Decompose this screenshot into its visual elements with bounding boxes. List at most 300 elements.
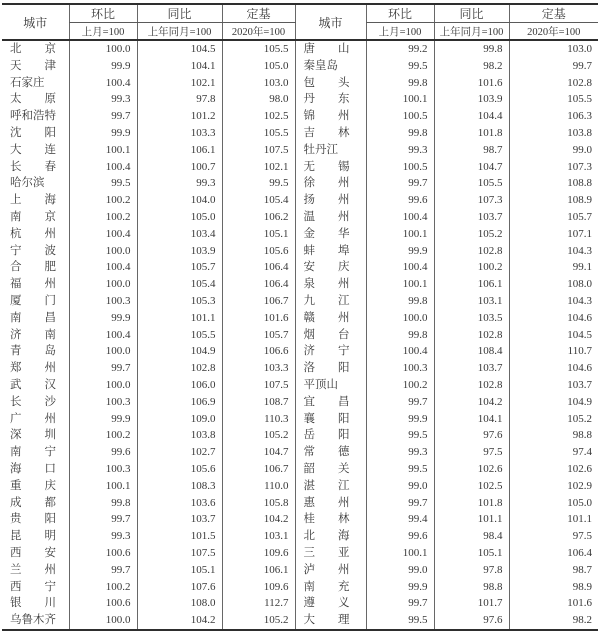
- table-row: [2, 579, 598, 596]
- value-cell-fixedbase: 110.0: [222, 478, 295, 495]
- value-cell-mom: 99.2: [366, 40, 434, 58]
- city-cell: 安 庆: [295, 259, 366, 276]
- city-cell: 南 宁: [10, 446, 56, 459]
- value-cell-yoy: 104.5: [137, 40, 222, 58]
- table-row: [2, 444, 598, 461]
- city-cell: 昆 明: [10, 530, 56, 543]
- value-cell-yoy: 105.1: [434, 545, 509, 562]
- value-cell-mom: 99.6: [366, 528, 434, 545]
- value-cell-yoy: 100.7: [137, 159, 222, 176]
- value-cell-fixedbase: 105.0: [509, 495, 598, 512]
- header-row-groups: [2, 4, 598, 23]
- value-cell-yoy: 107.6: [137, 579, 222, 596]
- value-cell-yoy: 103.3: [137, 125, 222, 142]
- value-cell-yoy: 99.8: [434, 40, 509, 58]
- table-row: [2, 192, 598, 209]
- value-cell-fixedbase: 107.3: [509, 159, 598, 176]
- value-cell-fixedbase: 104.7: [222, 444, 295, 461]
- city-cell: 岳 阳: [295, 427, 366, 444]
- table-row: [2, 159, 598, 176]
- value-cell-mom: 100.1: [366, 226, 434, 243]
- value-cell-fixedbase: 99.7: [509, 58, 598, 75]
- table-row: [2, 40, 598, 58]
- value-cell-yoy: 101.6: [434, 75, 509, 92]
- value-cell-yoy: 101.1: [137, 310, 222, 327]
- value-cell-fixedbase: 104.2: [222, 511, 295, 528]
- value-cell-mom: 100.4: [366, 209, 434, 226]
- value-cell-mom: 99.9: [366, 243, 434, 260]
- value-cell-mom: 100.2: [366, 377, 434, 394]
- value-cell-yoy: 97.6: [434, 612, 509, 630]
- value-cell-fixedbase: 97.5: [509, 528, 598, 545]
- city-cell: 韶 关: [295, 461, 366, 478]
- table-row: [2, 545, 598, 562]
- value-cell-mom: 99.0: [366, 478, 434, 495]
- value-cell-mom: 99.7: [366, 394, 434, 411]
- value-cell-yoy: 102.5: [434, 478, 509, 495]
- city-cell: 泸 州: [295, 562, 366, 579]
- value-cell-mom: 99.8: [366, 125, 434, 142]
- value-cell-mom: 100.3: [69, 293, 137, 310]
- value-cell-yoy: 104.2: [137, 612, 222, 630]
- value-cell-fixedbase: 102.1: [222, 159, 295, 176]
- value-cell-fixedbase: 102.8: [509, 75, 598, 92]
- value-cell-mom: 99.7: [69, 562, 137, 579]
- value-cell-mom: 99.5: [366, 612, 434, 630]
- value-cell-mom: 99.9: [366, 411, 434, 428]
- value-cell-yoy: 102.8: [434, 243, 509, 260]
- value-cell-yoy: 102.8: [137, 360, 222, 377]
- value-cell-mom: 99.3: [366, 444, 434, 461]
- header-city-left: 城市: [2, 4, 69, 40]
- value-cell-mom: 99.3: [366, 142, 434, 159]
- value-cell-mom: 100.1: [366, 276, 434, 293]
- value-cell-yoy: 103.9: [137, 243, 222, 260]
- header-yoy-left: 同比: [137, 4, 222, 23]
- city-cell: 南 充: [295, 579, 366, 596]
- city-cell: 乌鲁木齐: [10, 614, 56, 627]
- value-cell-fixedbase: 105.8: [222, 495, 295, 512]
- value-cell-yoy: 104.4: [434, 108, 509, 125]
- value-cell-fixedbase: 106.6: [222, 343, 295, 360]
- city-cell: 襄 阳: [295, 411, 366, 428]
- city-cell: 九 江: [295, 293, 366, 310]
- city-cell: 温 州: [295, 209, 366, 226]
- value-cell-fixedbase: 102.5: [222, 108, 295, 125]
- value-cell-fixedbase: 106.4: [509, 545, 598, 562]
- city-cell: 成 都: [10, 496, 56, 509]
- city-cell: 长 春: [10, 160, 56, 173]
- value-cell-yoy: 104.1: [434, 411, 509, 428]
- city-cell: 呼和浩特: [10, 110, 56, 123]
- table-row: [2, 427, 598, 444]
- city-cell: 三 亚: [295, 545, 366, 562]
- table-header: [2, 4, 598, 40]
- value-cell-yoy: 101.5: [137, 528, 222, 545]
- city-cell: 沈 阳: [10, 126, 56, 139]
- city-cell: 西 宁: [10, 580, 56, 593]
- value-cell-mom: 99.9: [69, 125, 137, 142]
- table-row: [2, 411, 598, 428]
- value-cell-fixedbase: 104.6: [509, 360, 598, 377]
- value-cell-yoy: 104.7: [434, 159, 509, 176]
- table-row: [2, 528, 598, 545]
- city-cell: 遵 义: [295, 595, 366, 612]
- value-cell-yoy: 103.7: [137, 511, 222, 528]
- value-cell-yoy: 97.6: [434, 427, 509, 444]
- table-row: [2, 226, 598, 243]
- value-cell-fixedbase: 108.0: [509, 276, 598, 293]
- value-cell-yoy: 101.7: [434, 595, 509, 612]
- city-cell: 银 川: [10, 597, 56, 610]
- value-cell-fixedbase: 104.3: [509, 243, 598, 260]
- table-row: [2, 243, 598, 260]
- subheader-yoy-base-left: 上年同月=100: [137, 23, 222, 41]
- value-cell-yoy: 105.3: [137, 293, 222, 310]
- table-row: [2, 595, 598, 612]
- value-cell-yoy: 98.2: [434, 58, 509, 75]
- value-cell-fixedbase: 104.5: [509, 327, 598, 344]
- value-cell-yoy: 106.9: [137, 394, 222, 411]
- value-cell-yoy: 105.5: [137, 327, 222, 344]
- value-cell-fixedbase: 97.4: [509, 444, 598, 461]
- table-row: [2, 461, 598, 478]
- value-cell-fixedbase: 106.3: [509, 108, 598, 125]
- city-cell: 长 沙: [10, 395, 56, 408]
- city-cell: 上 海: [10, 194, 56, 207]
- value-cell-mom: 100.3: [69, 461, 137, 478]
- value-cell-fixedbase: 105.5: [222, 125, 295, 142]
- value-cell-yoy: 102.1: [137, 75, 222, 92]
- city-cell: 厦 门: [10, 294, 56, 307]
- value-cell-fixedbase: 108.7: [222, 394, 295, 411]
- city-cell: 武 汉: [10, 378, 56, 391]
- city-cell: 青 岛: [10, 345, 56, 358]
- value-cell-yoy: 105.5: [434, 175, 509, 192]
- value-cell-fixedbase: 106.2: [222, 209, 295, 226]
- city-cell: 深 圳: [10, 429, 56, 442]
- value-cell-mom: 100.2: [69, 427, 137, 444]
- value-cell-fixedbase: 105.2: [509, 411, 598, 428]
- value-cell-yoy: 101.8: [434, 125, 509, 142]
- table-row: [2, 91, 598, 108]
- value-cell-yoy: 103.1: [434, 293, 509, 310]
- table-row: [2, 175, 598, 192]
- city-cell: 扬 州: [295, 192, 366, 209]
- city-cell: 湛 江: [295, 478, 366, 495]
- value-cell-yoy: 102.8: [434, 327, 509, 344]
- table-row: [2, 310, 598, 327]
- city-cell: 太 原: [10, 93, 56, 106]
- value-cell-mom: 100.2: [69, 209, 137, 226]
- value-cell-yoy: 108.0: [137, 595, 222, 612]
- header-city-right: 城市: [295, 4, 366, 40]
- value-cell-mom: 100.4: [69, 327, 137, 344]
- value-cell-mom: 100.3: [366, 360, 434, 377]
- city-cell: 重 庆: [10, 479, 56, 492]
- value-cell-fixedbase: 110.7: [509, 343, 598, 360]
- city-cell: 郑 州: [10, 362, 56, 375]
- value-cell-mom: 99.8: [366, 75, 434, 92]
- value-cell-fixedbase: 105.5: [222, 40, 295, 58]
- value-cell-yoy: 109.0: [137, 411, 222, 428]
- value-cell-yoy: 104.2: [434, 394, 509, 411]
- city-cell: 石家庄: [10, 76, 45, 89]
- value-cell-fixedbase: 105.6: [222, 243, 295, 260]
- city-cell: 合 肥: [10, 261, 56, 274]
- value-cell-fixedbase: 110.3: [222, 411, 295, 428]
- value-cell-fixedbase: 106.7: [222, 461, 295, 478]
- value-cell-mom: 99.7: [69, 360, 137, 377]
- value-cell-mom: 99.7: [366, 175, 434, 192]
- value-cell-fixedbase: 108.9: [509, 192, 598, 209]
- value-cell-fixedbase: 101.6: [222, 310, 295, 327]
- city-cell: 洛 阳: [295, 360, 366, 377]
- value-cell-yoy: 105.2: [434, 226, 509, 243]
- value-cell-fixedbase: 104.3: [509, 293, 598, 310]
- value-cell-fixedbase: 98.8: [509, 427, 598, 444]
- value-cell-fixedbase: 103.0: [509, 40, 598, 58]
- value-cell-fixedbase: 108.8: [509, 175, 598, 192]
- value-cell-mom: 100.4: [69, 226, 137, 243]
- city-cell: 大 连: [10, 143, 56, 156]
- table-row: [2, 495, 598, 512]
- city-cell: 杭 州: [10, 227, 56, 240]
- value-cell-mom: 99.7: [69, 511, 137, 528]
- value-cell-fixedbase: 107.5: [222, 377, 295, 394]
- value-cell-mom: 100.4: [69, 159, 137, 176]
- value-cell-fixedbase: 103.7: [509, 377, 598, 394]
- city-cell: 南 昌: [10, 311, 56, 324]
- value-cell-yoy: 108.3: [137, 478, 222, 495]
- value-cell-fixedbase: 99.0: [509, 142, 598, 159]
- city-cell: 赣 州: [295, 310, 366, 327]
- header-fixedbase-right: 定基: [509, 4, 598, 23]
- city-cell: 惠 州: [295, 495, 366, 512]
- city-cell: 丹 东: [295, 91, 366, 108]
- value-cell-mom: 99.8: [69, 495, 137, 512]
- city-cell: 牡丹江: [295, 142, 366, 159]
- table-row: [2, 360, 598, 377]
- value-cell-fixedbase: 98.0: [222, 91, 295, 108]
- city-cell: 秦皇岛: [295, 58, 366, 75]
- value-cell-mom: 99.0: [366, 562, 434, 579]
- value-cell-mom: 100.0: [69, 377, 137, 394]
- subheader-yoy-base-right: 上年同月=100: [434, 23, 509, 41]
- subheader-fixedbase-base-left: 2020年=100: [222, 23, 295, 41]
- table-row: [2, 511, 598, 528]
- table-body: [2, 40, 598, 630]
- city-cell: 桂 林: [295, 511, 366, 528]
- value-cell-fixedbase: 106.4: [222, 276, 295, 293]
- value-cell-yoy: 103.4: [137, 226, 222, 243]
- city-cell: 无 锡: [295, 159, 366, 176]
- city-cell: 常 德: [295, 444, 366, 461]
- value-cell-mom: 100.5: [366, 159, 434, 176]
- value-cell-fixedbase: 98.9: [509, 579, 598, 596]
- value-cell-yoy: 105.6: [137, 461, 222, 478]
- value-cell-yoy: 102.6: [434, 461, 509, 478]
- header-mom-left: 环比: [69, 4, 137, 23]
- city-cell: 济 南: [10, 328, 56, 341]
- table-row: [2, 58, 598, 75]
- value-cell-mom: 100.1: [366, 545, 434, 562]
- value-cell-mom: 100.0: [69, 276, 137, 293]
- value-cell-fixedbase: 109.6: [222, 545, 295, 562]
- value-cell-fixedbase: 105.7: [222, 327, 295, 344]
- value-cell-yoy: 98.8: [434, 579, 509, 596]
- value-cell-yoy: 105.4: [137, 276, 222, 293]
- value-cell-fixedbase: 109.6: [222, 579, 295, 596]
- table-row: [2, 125, 598, 142]
- value-cell-yoy: 103.8: [137, 427, 222, 444]
- value-cell-mom: 99.9: [366, 579, 434, 596]
- value-cell-fixedbase: 107.5: [222, 142, 295, 159]
- value-cell-mom: 100.5: [366, 108, 434, 125]
- table-row: [2, 327, 598, 344]
- city-cell: 天 津: [10, 59, 56, 72]
- value-cell-mom: 100.4: [366, 259, 434, 276]
- value-cell-fixedbase: 107.1: [509, 226, 598, 243]
- value-cell-yoy: 103.7: [434, 360, 509, 377]
- value-cell-yoy: 107.5: [137, 545, 222, 562]
- value-cell-mom: 100.1: [69, 142, 137, 159]
- value-cell-fixedbase: 104.9: [509, 394, 598, 411]
- value-cell-mom: 99.3: [69, 91, 137, 108]
- city-cell: 大 理: [295, 612, 366, 630]
- value-cell-fixedbase: 105.7: [509, 209, 598, 226]
- value-cell-fixedbase: 102.6: [509, 461, 598, 478]
- value-cell-fixedbase: 99.1: [509, 259, 598, 276]
- value-cell-mom: 100.4: [366, 343, 434, 360]
- value-cell-yoy: 104.0: [137, 192, 222, 209]
- table-row: [2, 293, 598, 310]
- table-row: [2, 343, 598, 360]
- value-cell-fixedbase: 106.7: [222, 293, 295, 310]
- header-mom-right: 环比: [366, 4, 434, 23]
- value-cell-fixedbase: 102.9: [509, 478, 598, 495]
- value-cell-yoy: 98.4: [434, 528, 509, 545]
- table-row: [2, 108, 598, 125]
- value-cell-yoy: 102.7: [137, 444, 222, 461]
- value-cell-yoy: 103.6: [137, 495, 222, 512]
- value-cell-yoy: 103.9: [434, 91, 509, 108]
- city-cell: 兰 州: [10, 563, 56, 576]
- city-cell: 包 头: [295, 75, 366, 92]
- value-cell-mom: 99.7: [69, 108, 137, 125]
- city-cell: 宜 昌: [295, 394, 366, 411]
- value-cell-yoy: 106.0: [137, 377, 222, 394]
- value-cell-mom: 100.3: [69, 394, 137, 411]
- value-cell-mom: 100.2: [69, 579, 137, 596]
- value-cell-mom: 99.7: [366, 595, 434, 612]
- city-cell: 北 海: [295, 528, 366, 545]
- value-cell-yoy: 102.8: [434, 377, 509, 394]
- value-cell-fixedbase: 103.1: [222, 528, 295, 545]
- value-cell-fixedbase: 105.1: [222, 226, 295, 243]
- value-cell-yoy: 104.9: [137, 343, 222, 360]
- value-cell-fixedbase: 101.6: [509, 595, 598, 612]
- value-cell-mom: 99.5: [69, 175, 137, 192]
- value-cell-mom: 99.4: [366, 511, 434, 528]
- value-cell-fixedbase: 104.6: [509, 310, 598, 327]
- table-row: [2, 377, 598, 394]
- value-cell-fixedbase: 105.2: [222, 612, 295, 630]
- subheader-fixedbase-base-right: 2020年=100: [509, 23, 598, 41]
- city-cell: 海 口: [10, 462, 56, 475]
- value-cell-fixedbase: 103.3: [222, 360, 295, 377]
- value-cell-mom: 99.8: [366, 293, 434, 310]
- city-cell: 哈尔滨: [10, 177, 45, 190]
- city-cell: 蚌 埠: [295, 243, 366, 260]
- value-cell-mom: 99.6: [366, 192, 434, 209]
- subheader-mom-base-left: 上月=100: [69, 23, 137, 41]
- value-cell-yoy: 108.4: [434, 343, 509, 360]
- city-cell: 泉 州: [295, 276, 366, 293]
- city-cell: 徐 州: [295, 175, 366, 192]
- table-row: [2, 394, 598, 411]
- value-cell-mom: 99.8: [366, 327, 434, 344]
- value-cell-yoy: 106.1: [434, 276, 509, 293]
- value-cell-yoy: 101.1: [434, 511, 509, 528]
- value-cell-mom: 100.0: [366, 310, 434, 327]
- value-cell-mom: 99.3: [69, 528, 137, 545]
- value-cell-mom: 99.7: [366, 495, 434, 512]
- value-cell-yoy: 105.1: [137, 562, 222, 579]
- city-price-index-table: [2, 3, 598, 631]
- table-row: [2, 259, 598, 276]
- value-cell-yoy: 97.8: [137, 91, 222, 108]
- subheader-mom-base-right: 上月=100: [366, 23, 434, 41]
- table-row: [2, 276, 598, 293]
- table-row: [2, 209, 598, 226]
- value-cell-mom: 100.0: [69, 40, 137, 58]
- value-cell-fixedbase: 105.0: [222, 58, 295, 75]
- value-cell-fixedbase: 99.5: [222, 175, 295, 192]
- value-cell-fixedbase: 98.2: [509, 612, 598, 630]
- value-cell-mom: 99.5: [366, 427, 434, 444]
- value-cell-fixedbase: 105.2: [222, 427, 295, 444]
- value-cell-fixedbase: 98.7: [509, 562, 598, 579]
- value-cell-mom: 99.5: [366, 461, 434, 478]
- value-cell-yoy: 106.1: [137, 142, 222, 159]
- table-row: [2, 142, 598, 159]
- value-cell-yoy: 99.3: [137, 175, 222, 192]
- value-cell-mom: 100.6: [69, 595, 137, 612]
- value-cell-yoy: 103.5: [434, 310, 509, 327]
- city-cell: 济 宁: [295, 343, 366, 360]
- value-cell-mom: 100.0: [69, 343, 137, 360]
- value-cell-mom: 100.4: [69, 75, 137, 92]
- city-cell: 宁 波: [10, 244, 56, 257]
- city-cell: 锦 州: [295, 108, 366, 125]
- value-cell-mom: 100.6: [69, 545, 137, 562]
- city-cell: 平顶山: [295, 377, 366, 394]
- value-cell-yoy: 100.2: [434, 259, 509, 276]
- header-yoy-right: 同比: [434, 4, 509, 23]
- value-cell-mom: 100.0: [69, 243, 137, 260]
- value-cell-fixedbase: 106.4: [222, 259, 295, 276]
- city-cell: 贵 阳: [10, 513, 56, 526]
- value-cell-fixedbase: 105.5: [509, 91, 598, 108]
- city-cell: 北 京: [10, 43, 56, 55]
- value-cell-mom: 99.6: [69, 444, 137, 461]
- value-cell-yoy: 98.7: [434, 142, 509, 159]
- city-cell: 福 州: [10, 278, 56, 291]
- value-cell-mom: 100.1: [69, 478, 137, 495]
- value-cell-mom: 100.4: [69, 259, 137, 276]
- value-cell-fixedbase: 103.8: [509, 125, 598, 142]
